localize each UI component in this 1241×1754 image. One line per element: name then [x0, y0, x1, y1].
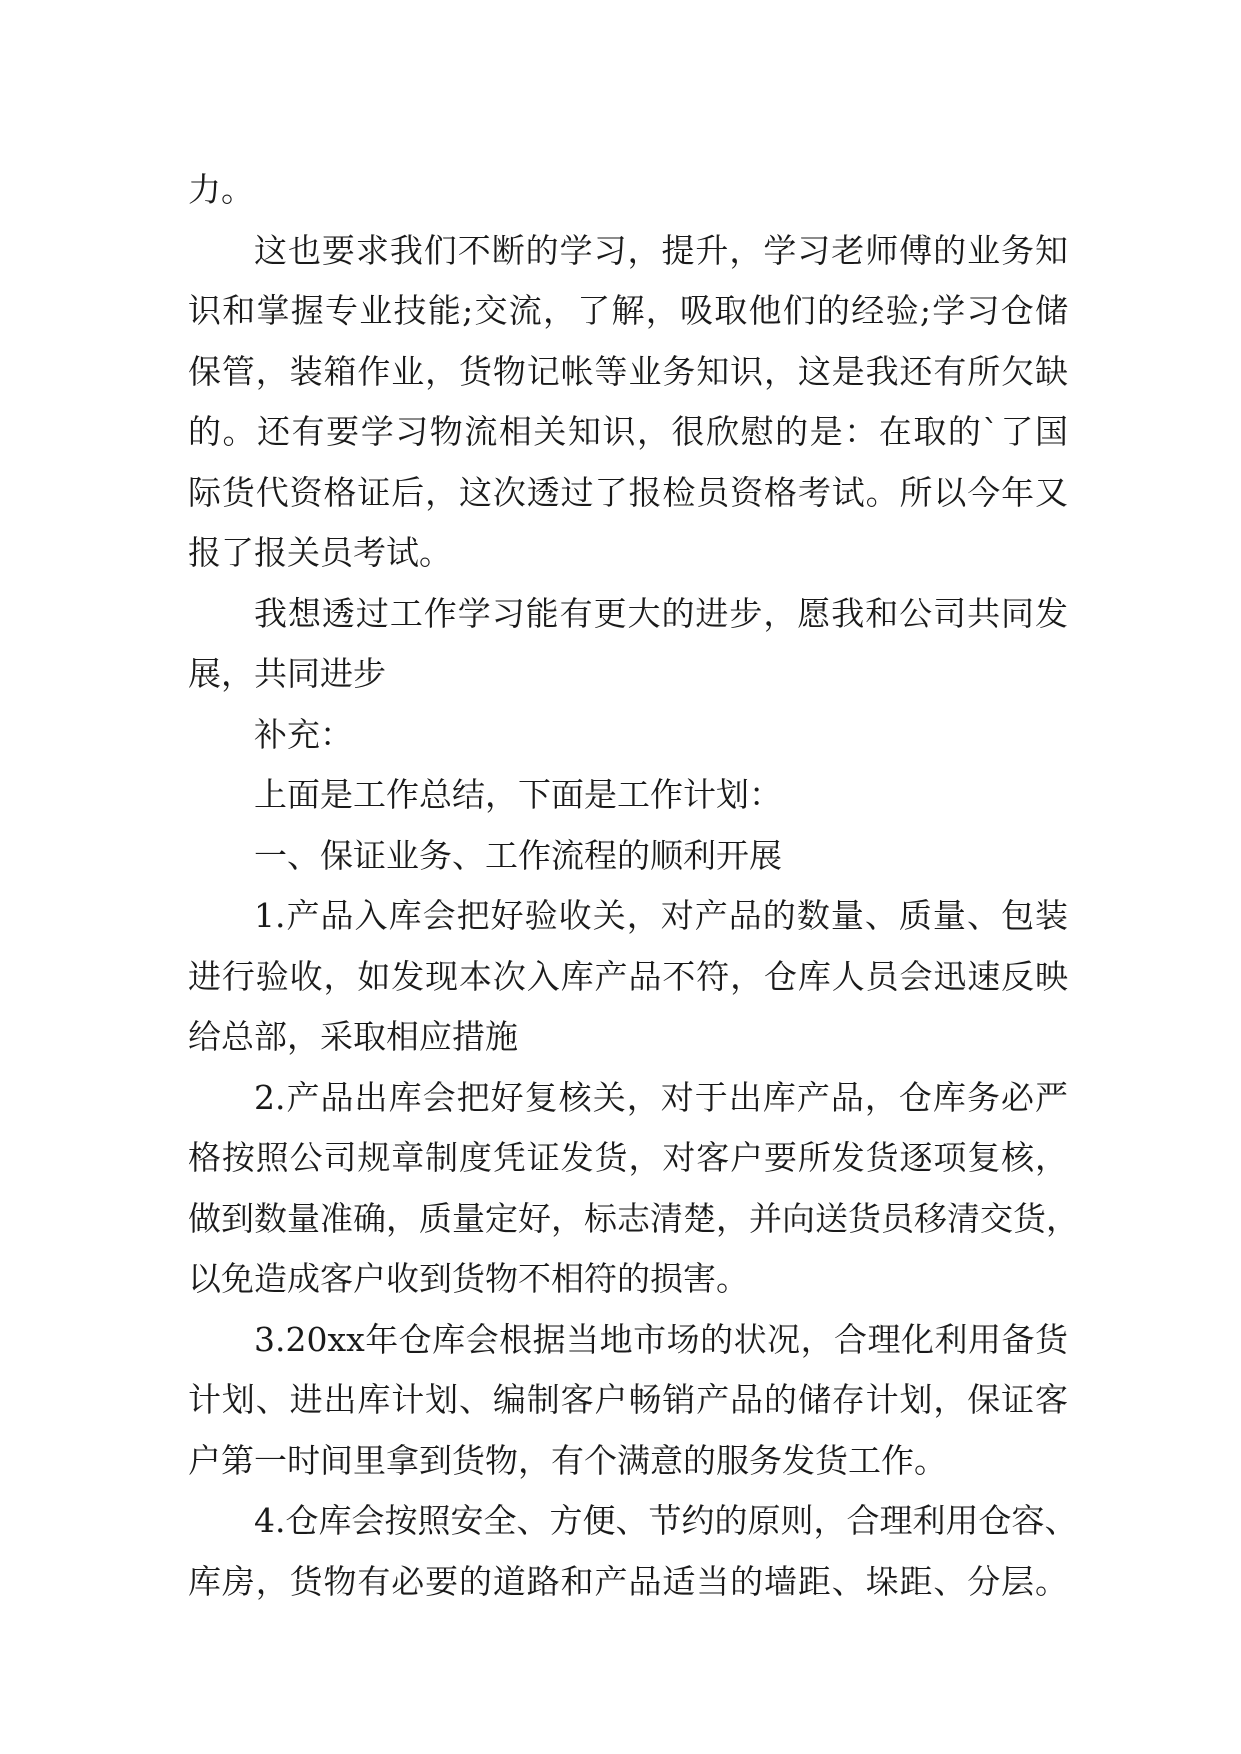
text-line: 补充： [254, 714, 353, 754]
text-line: 2.产品出库会把好复核关，对于出库产品，仓库务必严 [254, 1077, 1068, 1117]
text-line: 保管，装箱作业，货物记帐等业务知识，这是我还有所欠缺 [188, 351, 1068, 391]
text-line: 我想透过工作学习能有更大的进步，愿我和公司共同发 [254, 593, 1068, 633]
text-line: 1.产品入库会把好验收关，对产品的数量、质量、包装 [254, 896, 1068, 935]
text-line: 力。 [188, 170, 254, 209]
text-line: 进行验收，如发现本次入库产品不符，仓库人员会迅速反映 [188, 956, 1068, 996]
text-line: 做到数量准确，质量定好，标志清楚，并向送货员移清交货， [188, 1198, 1079, 1238]
text-line: 识和掌握专业技能;交流，了解，吸取他们的经验;学习仓储 [188, 291, 1068, 330]
text-line: 3.20xx年仓库会根据当地市场的状况，合理化利用备货 [254, 1319, 1068, 1359]
text-line: 计划、进出库计划、编制客户畅销产品的储存计划，保证客 [188, 1380, 1068, 1419]
text-line: 的。还有要学习物流相关知识，很欣慰的是：在取的`了国 [188, 412, 1068, 451]
text-line: 4.仓库会按照安全、方便、节约的原则，合理利用仓容、 [254, 1501, 1078, 1540]
document-body [188, 160, 1079, 1612]
text-line: 给总部，采取相应措施 [188, 1017, 518, 1056]
text-line: 库房，货物有必要的道路和产品适当的墙距、垛距、分层。 [188, 1561, 1068, 1601]
section-heading: 一、保证业务、工作流程的顺利开展 [254, 835, 782, 875]
text-line: 这也要求我们不断的学习，提升，学习老师傅的业务知 [254, 230, 1068, 270]
text-line: 际货代资格证后，这次透过了报检员资格考试。所以今年又 [188, 472, 1068, 512]
text-line: 报了报关员考试。 [188, 533, 452, 572]
text-line: 格按照公司规章制度凭证发货，对客户要所发货逐项复核， [188, 1138, 1068, 1177]
text-line: 展，共同进步 [188, 654, 386, 693]
text-line: 户第一时间里拿到货物，有个满意的服务发货工作。 [188, 1440, 947, 1480]
text-line: 以免造成客户收到货物不相符的损害。 [188, 1259, 749, 1298]
text-line: 上面是工作总结，下面是工作计划： [254, 775, 782, 814]
